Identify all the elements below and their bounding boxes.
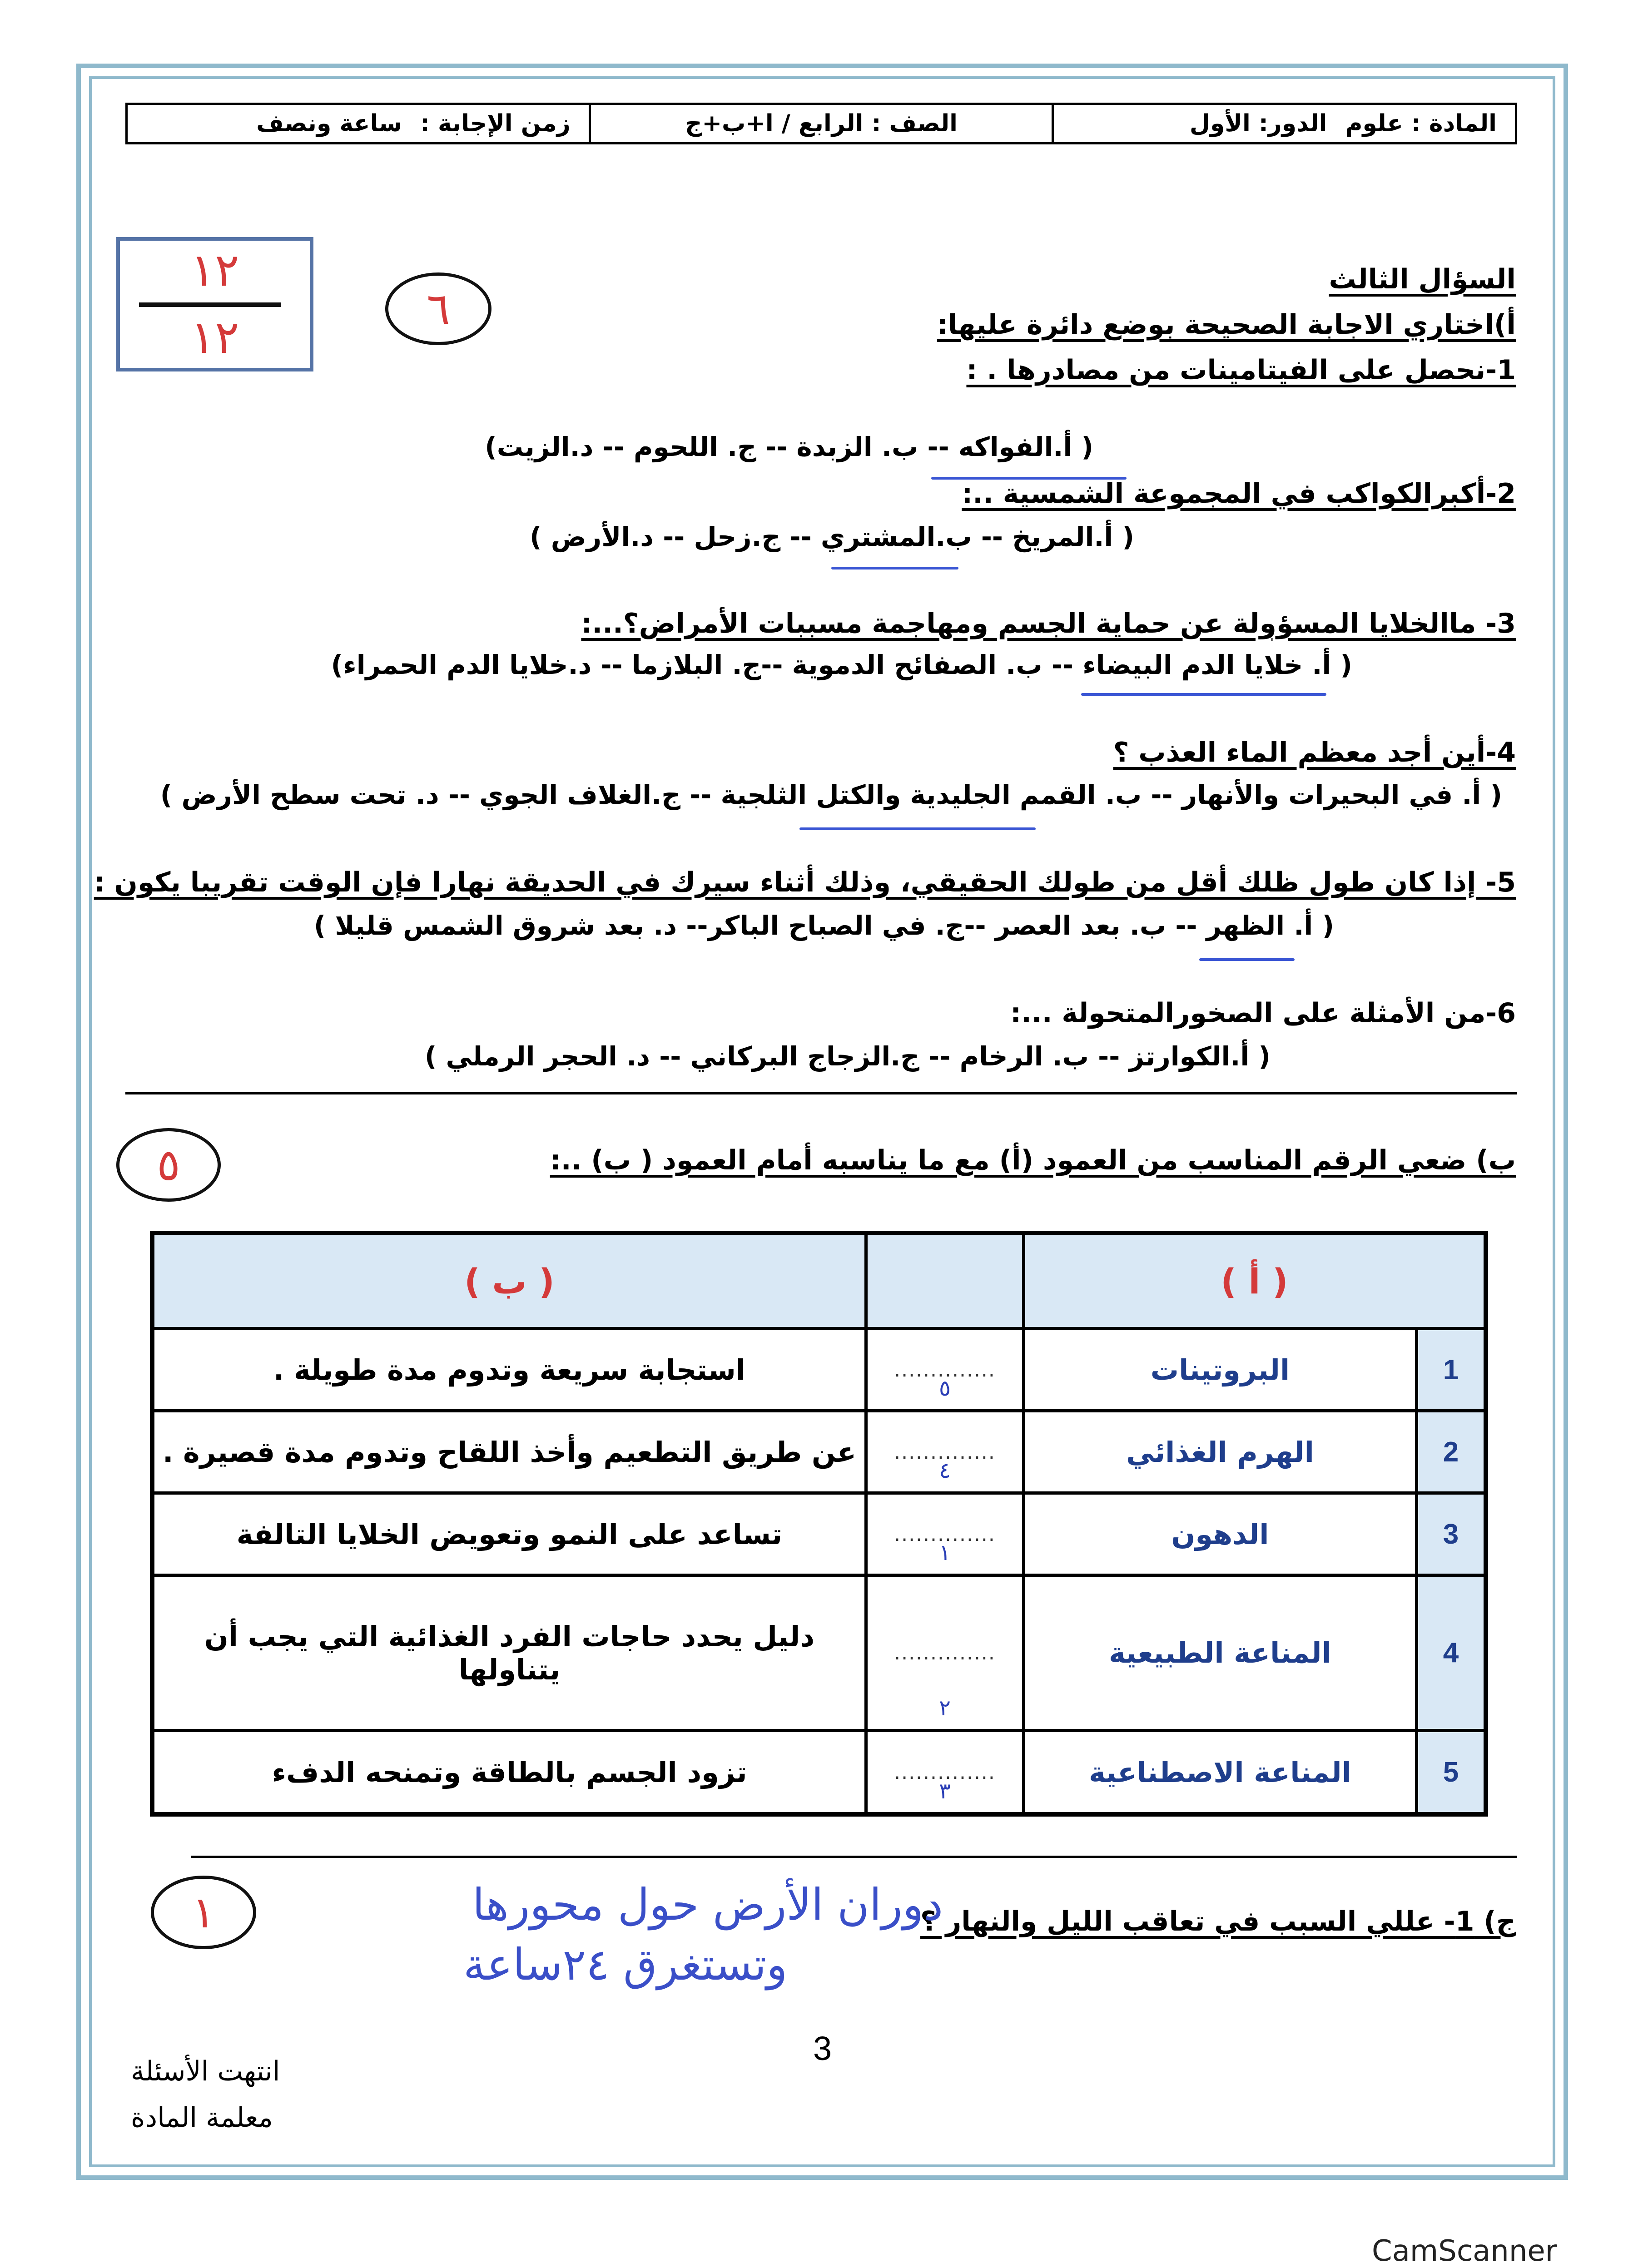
answer-blank[interactable] (866, 1411, 1024, 1493)
question-3: 3- ماالخلايا المسؤولة عن حماية الجسم ومهاجمة مسببات الأمراض؟...: (581, 608, 1516, 639)
mark-a: ٦ (427, 283, 450, 334)
row-item-b: تساعد على النمو وتعويض الخلايا التالفة (152, 1493, 866, 1575)
answer-value: ٥ (939, 1376, 951, 1401)
row-number: 2 (1417, 1411, 1486, 1493)
answer-value: ٣ (939, 1778, 951, 1804)
score-bottom: ١٢ (190, 311, 239, 364)
answer-value: ٢ (939, 1695, 951, 1721)
answer-mark-5 (1199, 958, 1295, 961)
header-grade: الصف : الرابع / ا+ب+ج (685, 110, 958, 137)
question-5: 5- إذا كان طول ظلك أقل من طولك الحقيقي، وذلك أثناء سيرك في الحديقة نهارا فإن الوقت تقريبا يكون : (94, 867, 1516, 898)
end-of-questions: انتهت الأسئلة (131, 2055, 280, 2087)
table-row (152, 1575, 1486, 1731)
table-row (152, 1731, 1486, 1814)
mark-circle-b (116, 1128, 221, 1202)
question-2: 2-أكبرالكواكب في المجموعة الشمسية ..: (962, 478, 1516, 510)
answer-value: ٤ (939, 1458, 951, 1483)
row-item-b: استجابة سريعة وتدوم مدة طويلة . (152, 1329, 866, 1411)
row-item-b: دليل يحدد حاجات الفرد الغذائية التي يجب أن يتناولها (152, 1575, 866, 1731)
header-round: الدور: الأول (1189, 110, 1327, 137)
header-col-blank (866, 1233, 1024, 1329)
table-row (152, 1411, 1486, 1493)
question-5-options: ( أ. الظهر -- ب. بعد العصر --ج. في الصباح الباكر-- د. بعد شروق الشمس قليلا ) (313, 910, 1334, 941)
matching-table (150, 1231, 1488, 1817)
row-item-a: الهرم الغذائي (1024, 1411, 1417, 1493)
answer-blank[interactable] (866, 1329, 1024, 1411)
section-a-title: السؤال الثالث (1329, 263, 1516, 295)
section-a-instruction: أ)اختاري الاجابة الصحيحة بوضع دائرة عليها: (937, 309, 1516, 341)
handwritten-answer-line-2: وتستغرق ٢٤ساعة (463, 1939, 788, 1990)
question-4-options: ( أ. في البحيرات والأنهار -- ب. القمم الجليدية والكتل الثلجية -- ج.الغلاف الجوي -- د. تحت سطح الأرض ) (160, 779, 1502, 810)
row-item-b: عن طريق التطعيم وأخذ اللقاح وتدوم مدة قصيرة . (152, 1411, 866, 1493)
answer-dots: .............. (894, 1641, 996, 1665)
question-6: 6-من الأمثلة على الصخورالمتحولة ...: (1010, 997, 1516, 1029)
section-divider-2 (191, 1856, 1517, 1858)
row-number: 1 (1417, 1329, 1486, 1411)
header-time-value: ساعة ونصف (256, 110, 402, 137)
header-subject: المادة : علوم (1345, 110, 1497, 137)
score-box (116, 237, 313, 371)
header-time-cell (128, 105, 589, 142)
section-b-instruction: ب) ضعي الرقم المناسب من العمود (أ) مع ما يناسبه أمام العمود ( ب) ..: (550, 1144, 1516, 1176)
mark-b: ٥ (157, 1139, 180, 1190)
matching-table-header (152, 1233, 1486, 1329)
answer-mark-4 (799, 827, 1036, 830)
question-1-options: ( أ.الفواكه -- ب. الزبدة -- ج. اللحوم -- د.الزيت) (485, 431, 1093, 462)
mark-circle-a (385, 272, 491, 345)
question-c1: ج) 1- عللي السبب في تعاقب الليل والنهار ؟ (920, 1906, 1516, 1937)
scanner-watermark: CamScanner (1372, 2234, 1558, 2268)
score-divider (139, 302, 281, 307)
answer-dots: .............. (894, 1760, 996, 1784)
answer-mark-3 (1081, 693, 1326, 696)
row-item-a: المناعة الاصطناعية (1024, 1731, 1417, 1814)
question-3-options: ( أ. خلايا الدم البيضاء -- ب. الصفائح الدموية --ج. البلازما -- د.خلايا الدم الحمراء) (331, 649, 1352, 680)
row-item-a: البروتينات (1024, 1329, 1417, 1411)
teacher-label: معلمة المادة (131, 2102, 273, 2134)
section-divider-1 (125, 1092, 1517, 1094)
question-6-options: ( أ.الكوارتز -- ب. الرخام -- ج.الزجاج البركاني -- د. الحجر الرملي ) (424, 1041, 1271, 1072)
row-item-b: تزود الجسم بالطاقة وتمنحه الدفء (152, 1731, 866, 1814)
question-2-options: ( أ.المريخ -- ب.المشتري -- ج.زحل -- د.الأرض ) (530, 521, 1134, 552)
question-4: 4-أين أجد معظم الماء العذب ؟ (1113, 737, 1516, 768)
answer-dots: .............. (894, 1440, 996, 1464)
table-row (152, 1329, 1486, 1411)
header-subject-cell (1052, 105, 1515, 142)
mark-c: ١ (192, 1887, 215, 1938)
answer-blank[interactable] (866, 1731, 1024, 1814)
row-number: 3 (1417, 1493, 1486, 1575)
answer-dots: .............. (894, 1358, 996, 1382)
row-number: 5 (1417, 1731, 1486, 1814)
question-1: 1-نحصل على الفيتامينات من مصادرها . : (966, 354, 1516, 386)
mark-circle-c (151, 1876, 256, 1949)
score-top: ١٢ (190, 243, 239, 297)
answer-value: ١ (939, 1540, 951, 1565)
row-number: 4 (1417, 1575, 1486, 1731)
answer-blank[interactable] (866, 1493, 1024, 1575)
page-border-inner (89, 76, 1555, 2167)
header-grade-cell (589, 105, 1052, 142)
row-item-a: الدهون (1024, 1493, 1417, 1575)
handwritten-answer-line-1: دوران الأرض حول محورها (472, 1879, 943, 1930)
table-row (152, 1493, 1486, 1575)
exam-header (125, 103, 1517, 144)
answer-mark-2 (831, 567, 958, 569)
header-col-a: ( أ ) (1024, 1233, 1486, 1329)
page-number: 3 (813, 2030, 832, 2067)
header-col-b: ( ب ) (152, 1233, 866, 1329)
answer-dots: .............. (894, 1522, 996, 1546)
header-time-label: زمن الإجابة : (420, 110, 571, 137)
row-item-a: المناعة الطبيعية (1024, 1575, 1417, 1731)
answer-blank[interactable] (866, 1575, 1024, 1731)
